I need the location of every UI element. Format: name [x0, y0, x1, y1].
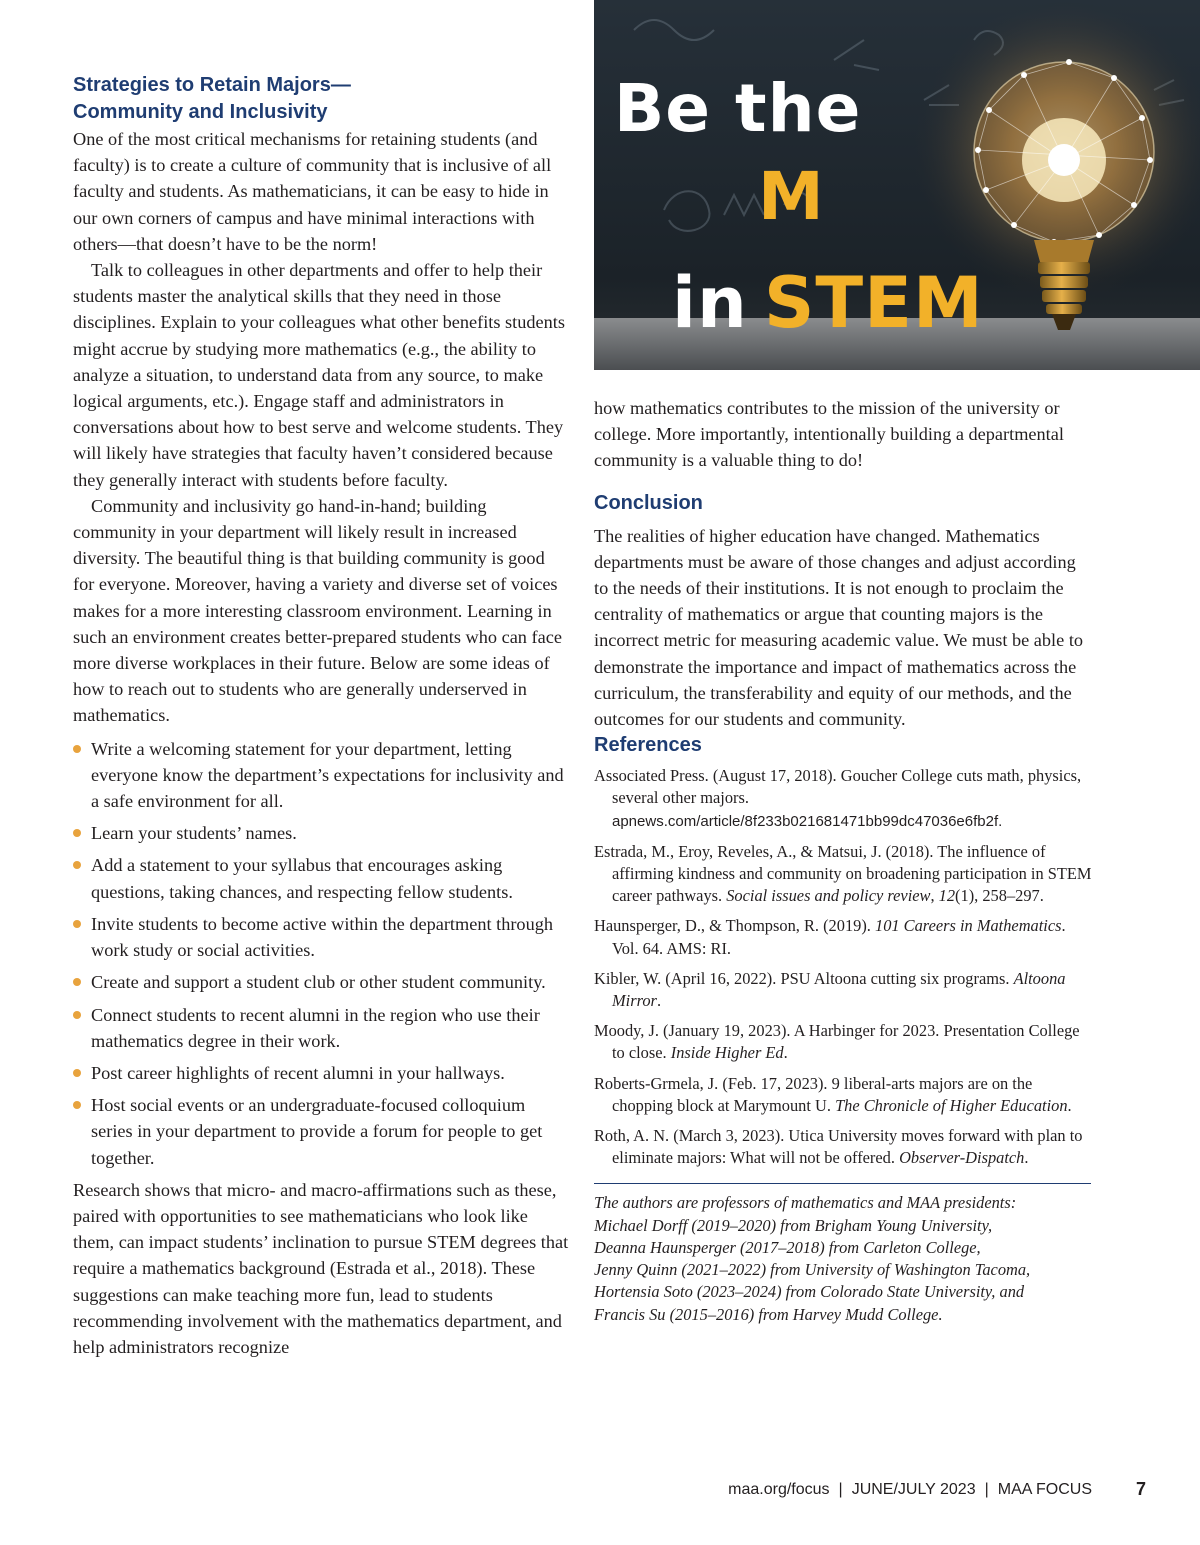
- list-item: Create and support a student club or other student community.: [73, 969, 570, 995]
- conclusion-paragraph: The realities of higher education have changed. Mathematics departments must be aware of those changes and adjust according to the needs of their institutions. It is not enough to proclaim the centrality of mathematics or argue that counting majors is the incorrect metric for measuring academic value. We must be able to demonstrate the importance and impact of mathematics across the curriculum, the transferability and equity of our methods, and the outcomes for our students and community.: [594, 525, 1084, 730]
- paragraph-2: Talk to colleagues in other departments and offer to help their students master the analytical skills that they need in those disciplines. Explain to your colleagues what other benefits students might accrue by studying more mathematics (e.g., the ability to analyze a situation, to understand data from any source, to make logical arguments, etc.). Engage staff and administrators in conversations about how to best serve and welcome students. They will likely have strategies that faculty haven’t considered because they generally interact with students before faculty.: [73, 260, 565, 490]
- hero-title-be-the: Be the: [614, 70, 862, 147]
- paragraph-3: Community and inclusivity go hand-in-hand; building community in your department will likely result in increased diversity. The beautiful thing is that building community is good for everyone. Moreover, having a variety and diverse set of voices makes for a more interesting classroom environment. Learning in such an environment creates better-prepared students who can face more diverse workplaces in their future. Below are some ideas of how to reach out to students who are generally underserved in mathematics.: [73, 495, 562, 726]
- right-column: [594, 395, 1092, 1326]
- author-bios: The authors are professors of mathematics and MAA presidents: Michael Dorff (2019–2020) from Brigham Young University, Deanna Haunsperger (2017–2018) from Carleton College, Jenny Quinn (2021–2022) from University of Washington Tacoma, Hortensia Soto (2023–2024) from Colorado State University, and Francis Su (2015–2016) from Harvey Mudd College.: [594, 1193, 1031, 1324]
- references-heading: References: [594, 734, 702, 757]
- reference-item: Haunsperger, D., & Thompson, R. (2019). 101 Careers in Mathematics. Vol. 64. AMS: RI.: [594, 916, 1066, 958]
- bullet-icon: [73, 1101, 81, 1109]
- bulb-glass: [974, 62, 1154, 242]
- paragraph-continued: how mathematics contributes to the mission of the university or college. More importantly, intentionally building a departmental community is a valuable thing to do!: [594, 398, 1064, 471]
- bullet-icon: [73, 920, 81, 928]
- reference-item: Moody, J. (January 19, 2023). A Harbinger for 2023. Presentation College to close. Inside Higher Ed.: [594, 1021, 1080, 1063]
- reference-item: Kibler, W. (April 16, 2022). PSU Altoona cutting six programs. Altoona Mirror.: [594, 968, 1066, 1011]
- bullet-icon: [73, 745, 81, 753]
- bullet-icon: [73, 861, 81, 869]
- hero-title-in: in: [672, 262, 748, 344]
- list-item: Host social events or an undergraduate-focused colloquium series in your department to provide a forum for people to get together.: [73, 1092, 570, 1171]
- list-item: Write a welcoming statement for your department, letting everyone know the department’s expectations for inclusivity and a safe environment for all.: [73, 736, 570, 815]
- list-item: Connect students to recent alumni in the region who use their mathematics degree in their work.: [73, 1002, 570, 1054]
- heading-line-1: Strategies to Retain Majors—: [73, 74, 351, 96]
- footer-site-link[interactable]: maa.org/focus: [728, 1481, 830, 1498]
- ideas-list: [73, 736, 570, 1171]
- hero-image: [594, 0, 1200, 370]
- footer-separator: |: [984, 1481, 989, 1498]
- footer-publication: MAA FOCUS: [997, 1481, 1092, 1498]
- list-item: Learn your students’ names.: [73, 820, 570, 846]
- list-item: Post career highlights of recent alumni in your hallways.: [73, 1060, 570, 1086]
- reference-item: Roth, A. N. (March 3, 2023). Utica University moves forward with plan to eliminate majors: What will not be offered. Observer-Dispatch.: [594, 1126, 1083, 1168]
- list-item: Invite students to become active within the department through work study or social activities.: [73, 911, 570, 963]
- bullet-icon: [73, 978, 81, 986]
- reference-item: Roberts-Grmela, J. (Feb. 17, 2023). 9 liberal-arts majors are on the chopping block at Marymount U. The Chronicle of Higher Education.: [594, 1073, 1072, 1115]
- list-item: Add a statement to your syllabus that encourages asking questions, taking chances, and respecting fellow students.: [73, 852, 570, 904]
- section-heading-strategies: [73, 72, 570, 126]
- left-column: [73, 72, 570, 1360]
- heading-line-2: Community and Inclusivity: [73, 101, 328, 123]
- page-number: 7: [1136, 1479, 1147, 1499]
- hero-title-stem: STEM: [764, 262, 984, 344]
- paragraph-1: One of the most critical mechanisms for retaining students (and faculty) is to create a culture of community that is inclusive of all faculty and students. As mathematicians, it can be easy to hide in our own corners of campus and have minimal interactions with others—that doesn’t have to be the norm!: [73, 129, 552, 254]
- divider: [594, 1183, 1091, 1184]
- paragraph-4: Research shows that micro- and macro-affirmations such as these, paired with opportunities to see mathematicians who look like them, can impact students’ inclination to pursue STEM degrees that require a mathematics background (Estrada et al., 2018). These suggestions can make teaching more fun, lead to students recommending involvement with the mathematics department, and help administrators recognize: [73, 1179, 569, 1357]
- footer-issue: JUNE/JULY 2023: [851, 1481, 976, 1498]
- reference-item: Estrada, M., Eroy, Reveles, A., & Matsui, J. (2018). The influence of affirming kindness and community on broadening participation in STEM career pathways. Social issues and policy review, 12(1), 258–297.: [594, 841, 1092, 906]
- reference-item: Associated Press. (August 17, 2018). Goucher College cuts math, physics, several other majors. apnews.com/article/8f233b021681471bb99dc47036e6fb2f.: [594, 766, 1082, 830]
- hero-title-m: M: [758, 158, 825, 235]
- footer-separator: |: [838, 1481, 843, 1498]
- references-list: [594, 765, 1092, 1169]
- reference-link[interactable]: apnews.com/article/8f233b021681471bb99dc47036e6fb2f.: [612, 812, 1003, 830]
- bullet-icon: [73, 1069, 81, 1077]
- conclusion-heading: Conclusion: [594, 491, 703, 514]
- bullet-icon: [73, 829, 81, 837]
- bullet-icon: [73, 1011, 81, 1019]
- footer: [728, 1481, 1092, 1499]
